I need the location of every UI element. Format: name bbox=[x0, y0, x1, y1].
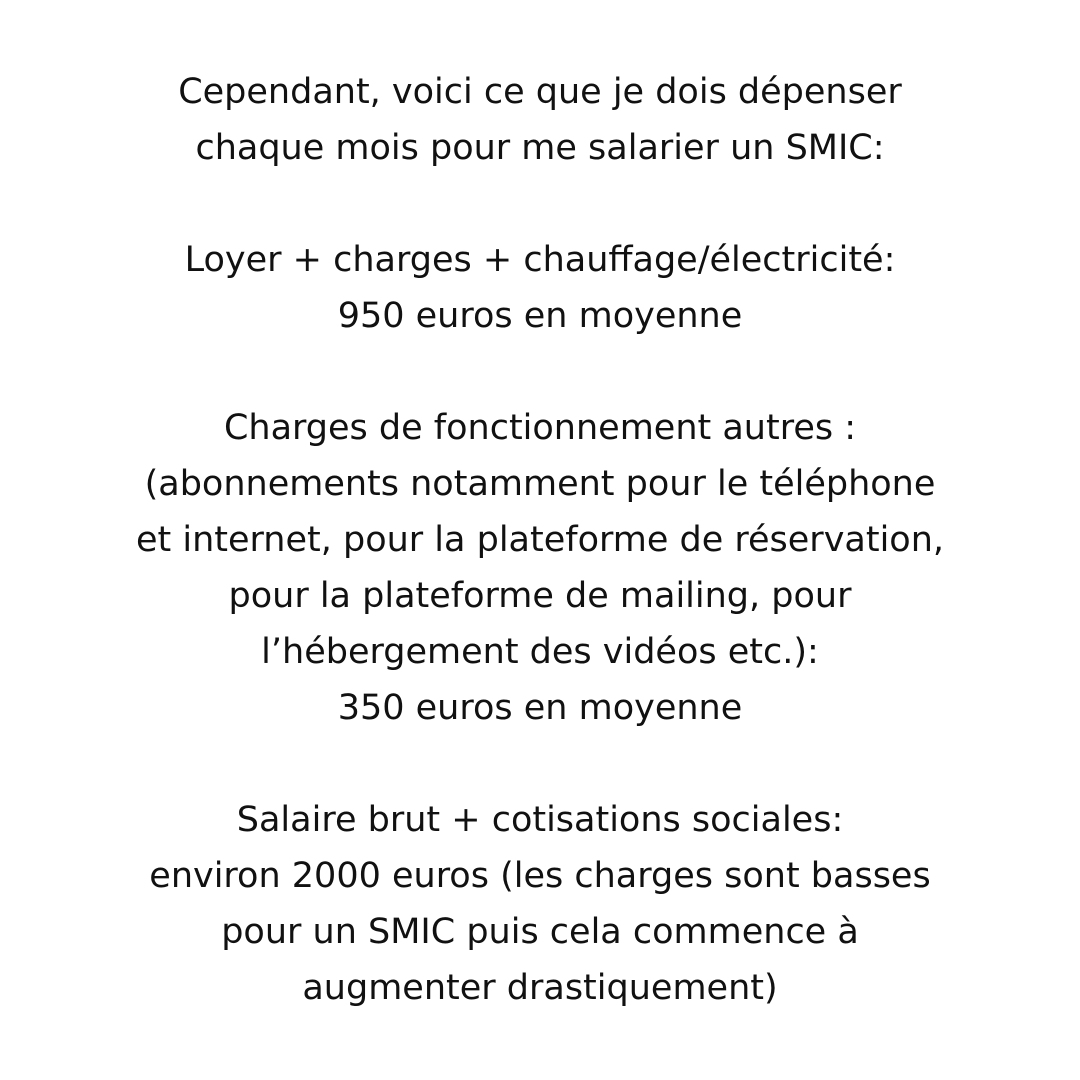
intro-line-2: chaque mois pour me salarier un SMIC: bbox=[195, 128, 885, 168]
intro-line-1: Cependant, voici ce que je dois dépenser bbox=[178, 72, 902, 112]
operating-title: Charges de fonctionnement autres : bbox=[223, 408, 857, 448]
operating-detail-2: et internet, pour la plateforme de réservation, bbox=[135, 520, 945, 560]
salary-detail-2: pour un SMIC puis cela commence à bbox=[221, 912, 859, 952]
salary-detail-1: environ 2000 euros (les charges sont basses bbox=[149, 856, 931, 896]
operating-amount: 350 euros en moyenne bbox=[337, 688, 743, 728]
operating-detail-4: l’hébergement des vidéos etc.): bbox=[261, 632, 819, 672]
operating-detail-3: pour la plateforme de mailing, pour bbox=[228, 576, 852, 616]
operating-detail-1: (abonnements notamment pour le téléphone bbox=[144, 464, 936, 504]
salary-title: Salaire brut + cotisations sociales: bbox=[236, 800, 844, 840]
salary-detail-3: augmenter drastiquement) bbox=[302, 968, 778, 1008]
rent-amount: 950 euros en moyenne bbox=[337, 296, 743, 336]
rent-title: Loyer + charges + chauffage/électricité: bbox=[184, 240, 896, 280]
